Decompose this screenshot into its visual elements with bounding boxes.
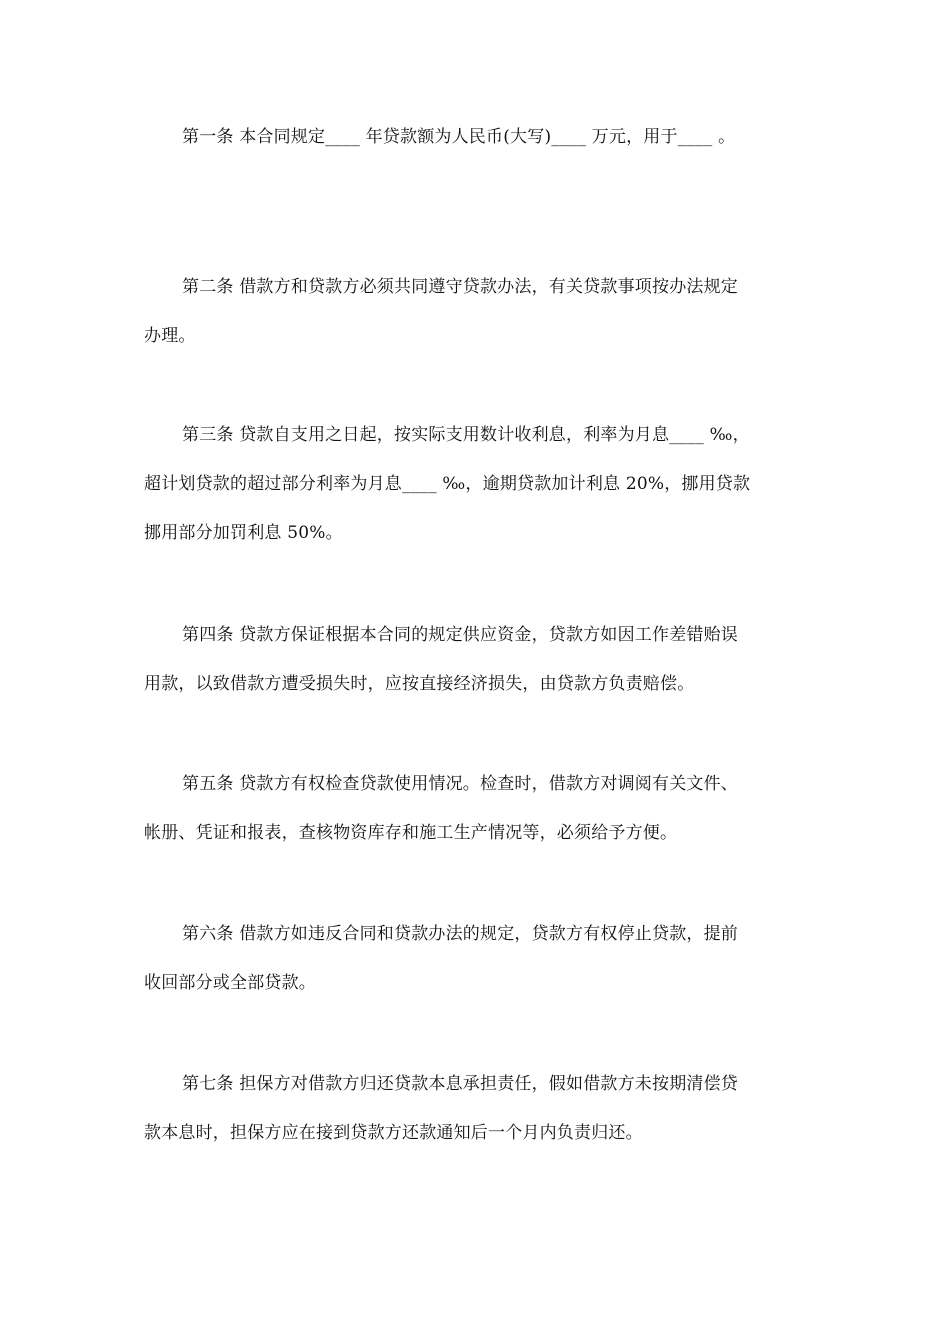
article-3	[144, 411, 816, 558]
article-6	[144, 910, 816, 1008]
article-5-line-2: 帐册、凭证和报表，查核物资库存和施工生产情况等，必须给予方便。	[144, 823, 678, 843]
article-5-line-1: 第五条 贷款方有权检查贷款使用情况。检查时，借款方对调阅有关文件、	[182, 774, 739, 794]
article-6-line-2: 收回部分或全部贷款。	[144, 973, 316, 993]
article-3-line-1: 第三条 贷款自支用之日起，按实际支用数计收利息，利率为月息____ ‰，	[182, 425, 750, 445]
article-1	[144, 113, 816, 162]
article-5	[144, 760, 816, 858]
article-3-line-2: 超计划贷款的超过部分利率为月息____ ‰，逾期贷款加计利息 20%，挪用贷款	[144, 474, 751, 494]
article-3-line-3: 挪用部分加罚利息 50%。	[144, 523, 343, 543]
article-7-line-1: 第七条 担保方对借款方归还贷款本息承担责任，假如借款方未按期清偿贷	[182, 1074, 739, 1094]
article-7-line-2: 款本息时，担保方应在接到贷款方还款通知后一个月内负责归还。	[144, 1123, 643, 1143]
article-2-line-2: 办理。	[144, 326, 196, 346]
article-2-line-1: 第二条 借款方和贷款方必须共同遵守贷款办法，有关贷款事项按办法规定	[182, 277, 739, 297]
article-4-line-1: 第四条 贷款方保证根据本合同的规定供应资金，贷款方如因工作差错贻误	[182, 625, 739, 645]
article-4-line-2: 用款，以致借款方遭受损失时，应按直接经济损失，由贷款方负责赔偿。	[144, 674, 695, 694]
article-4	[144, 611, 816, 709]
article-7	[144, 1060, 816, 1158]
article-1-line-1: 第一条 本合同规定____ 年贷款额为人民币(大写)____ 万元，用于____ 。	[182, 127, 736, 147]
article-6-line-1: 第六条 借款方如违反合同和贷款办法的规定，贷款方有权停止贷款，提前	[182, 924, 739, 944]
article-2	[144, 263, 816, 361]
